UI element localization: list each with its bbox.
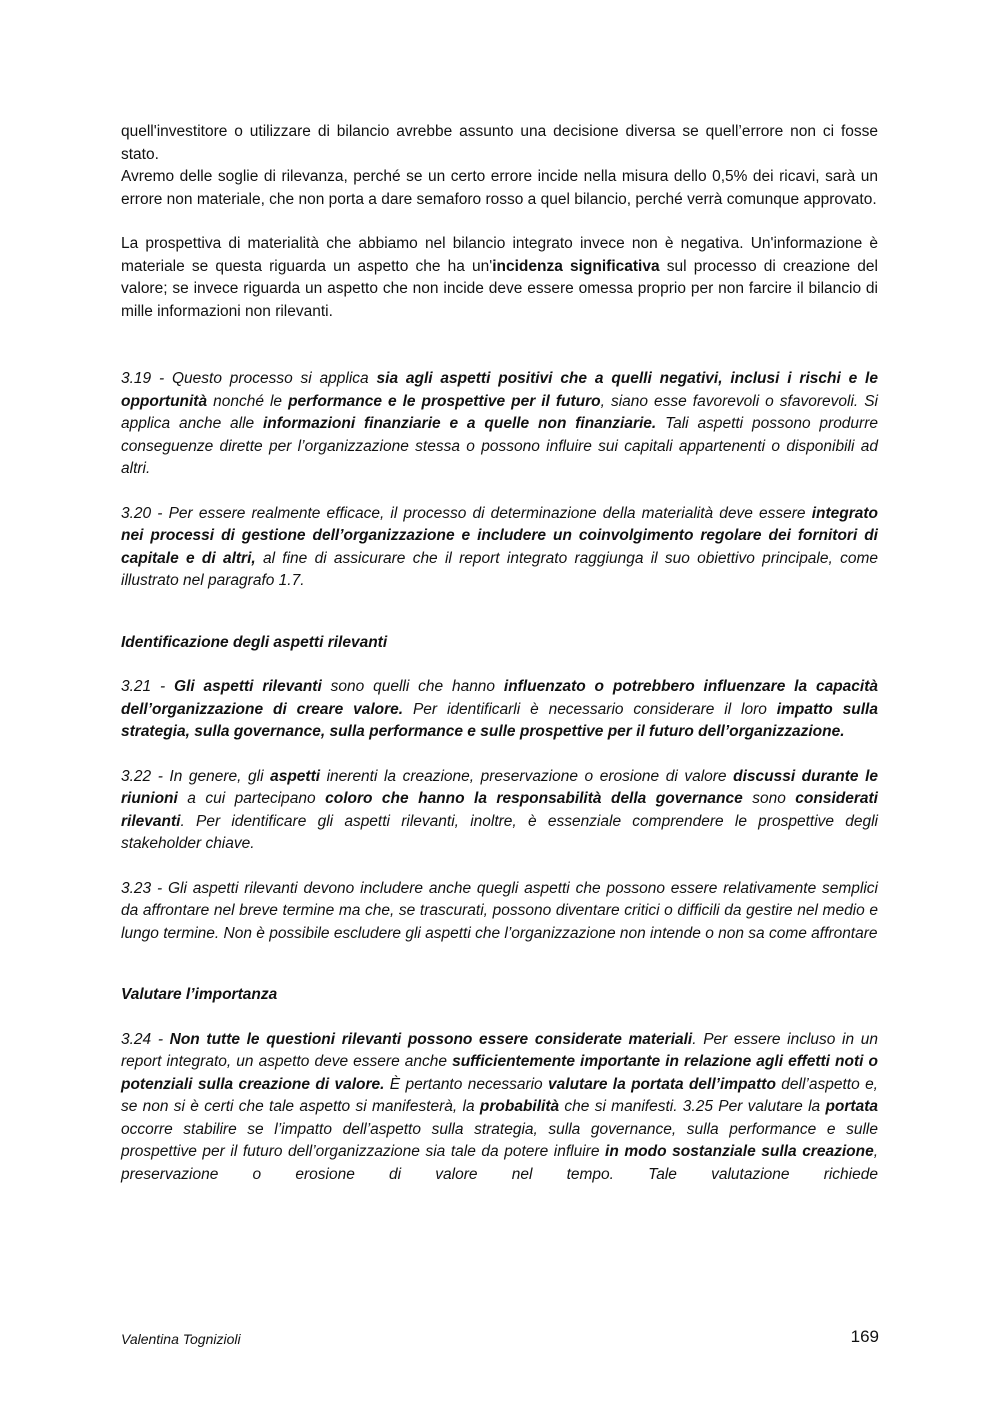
text-run: 3.19 - Questo processo si applica (121, 370, 377, 387)
text-run: Avremo delle soglie di rilevanza, perché se un certo errore incide nella misura dello 0,5% dei ricavi, sarà un errore non materiale, che non porta a dare semaforo rosso a quel bilancio, perché verrà comunque approvato. (121, 168, 878, 208)
paragraph-3-19 (121, 368, 878, 481)
bold-text-run: influenzato o potrebbero influenzare la capacità dell’organizzazione di creare valore. (121, 678, 878, 718)
text-run: 3.23 - Gli aspetti rilevanti devono includere anche quegli aspetti che possono essere relativamente semplici da affrontare nel breve termine ma che, se trascurati, possono diventare critici o difficili da gestire nel medio e lungo termine. Non è possibile escludere gli aspetti che l’organizzazione non intende o non sa come affrontare (121, 879, 878, 942)
bold-text-run: incidenza significativa (492, 257, 660, 275)
bold-text-run: in modo sostanziale sulla creazione (605, 1143, 874, 1160)
text-run: 3.24 - (121, 1030, 170, 1048)
text-run: 3.21 - (121, 678, 175, 695)
text-run: inerenti la creazione, preservazione o erosione di valore (320, 767, 734, 785)
text-run: 3.20 - Per essere realmente efficace, il processo di determinazione della materialità deve essere (121, 504, 812, 522)
heading-identificazione: Identificazione degli aspetti rilevanti (121, 633, 388, 651)
document-page (121, 121, 878, 1186)
text-run: sono (742, 790, 796, 807)
paragraph-3-22 (121, 766, 878, 856)
text-run: È pertanto necessario (384, 1075, 549, 1093)
paragraph-investitore (121, 121, 878, 166)
text-run: 3.22 - In genere, gli (121, 767, 271, 785)
paragraph-3-21 (121, 676, 878, 744)
text-run: al fine di assicurare che il report integrato raggiunga il suo obiettivo principale, come illustrato nel paragrafo 1.7. (121, 549, 878, 589)
footer-author: Valentina Tognizioli (121, 1331, 241, 1347)
bold-text-run: impatto sulla strategia, sulla governance, sulla performance e sulle prospettive per il futuro dell’organizzazione. (121, 700, 878, 740)
bold-text-run: integrato nei processi di gestione dell’organizzazione e includere un coinvolgimento regolare dei fornitori di capitale e di altri, (121, 504, 878, 567)
text-run: La prospettiva di materialità che abbiamo nel bilancio integrato invece non è negativa. Un'informazione è materiale se questa riguarda un aspetto che ha un' (121, 235, 878, 275)
page-number: 169 (850, 1327, 879, 1346)
heading-valutare-importanza: Valutare l’importanza (121, 986, 278, 1003)
bold-text-run: discussi durante le riunioni (121, 767, 878, 807)
text-run: Per identificarli è necessario considerare il loro (403, 700, 777, 718)
paragraph-3-23 (121, 878, 878, 946)
bold-text-run: sufficientemente importante in relazione agli effetti noti o potenziali sulla creazione di valore. (121, 1053, 879, 1093)
paragraph-prospettiva-materialita (121, 233, 878, 323)
paragraph-3-20 (121, 503, 878, 593)
text-run: . Per essere incluso in un report integrato, un aspetto deve essere anche (121, 1030, 878, 1070)
bold-text-run: performance e le prospettive per il futuro (288, 392, 601, 410)
bold-text-run: Gli aspetti rilevanti (174, 678, 322, 695)
text-run: . Per identificare gli aspetti rilevanti, inoltre, è essenziale comprendere le prospettive degli stakeholder chiave. (121, 812, 878, 852)
text-run: sul processo di creazione del valore; se invece riguarda un aspetto che non incide deve essere omessa proprio per non farcire il bilancio di mille informazioni non rilevanti. (121, 257, 878, 320)
bold-text-run: informazioni finanziarie e a quelle non finanziarie. (263, 415, 657, 432)
bold-text-run: portata (825, 1098, 878, 1115)
paragraph-soglie-rilevanza (121, 166, 878, 211)
text-run: nonché le (207, 392, 289, 410)
text-run: , siano esse favorevoli o sfavorevoli. Si applica anche alle (121, 392, 878, 432)
text-run: dell’aspetto e, se non si è certi che tale aspetto si manifesterà, la (121, 1075, 878, 1115)
text-run: Tali aspetti possono produrre conseguenze dirette per l’organizzazione stessa o possono influire sui capitali appartenenti o disponibili ad altri. (121, 415, 878, 477)
bold-text-run: aspetti (270, 767, 321, 785)
text-run: , preservazione o erosione di valore nel tempo. Tale valutazione richiede (121, 1143, 879, 1183)
bold-text-run: coloro che hanno la responsabilità della governance (325, 790, 743, 807)
text-run: che si manifesti. 3.25 Per valutare la (559, 1098, 826, 1115)
bold-text-run: valutare la portata dell’impatto (548, 1075, 776, 1093)
bold-text-run: probabilità (479, 1098, 560, 1115)
bold-text-run: Non tutte le questioni rilevanti possono essere considerate materiali (169, 1030, 693, 1048)
bold-text-run: considerati rilevanti (121, 790, 878, 830)
text-run: a cui partecipano (177, 790, 326, 807)
text-run: quell'investitore o utilizzare di bilancio avrebbe assunto una decisione diversa se quell’errore non ci fosse stato. (121, 123, 878, 163)
bold-text-run: sia agli aspetti positivi che a quelli negativi, inclusi i rischi e le opportunità (121, 370, 878, 410)
paragraph-3-24 (121, 1029, 878, 1187)
text-run: occorre stabilire se l’impatto dell’aspetto sulla strategia, sulla governance, sulla performance e sulle prospettive per il futuro dell’organizzazione sia tale da potere influire (121, 1120, 878, 1160)
text-run: sono quelli che hanno (321, 678, 504, 695)
